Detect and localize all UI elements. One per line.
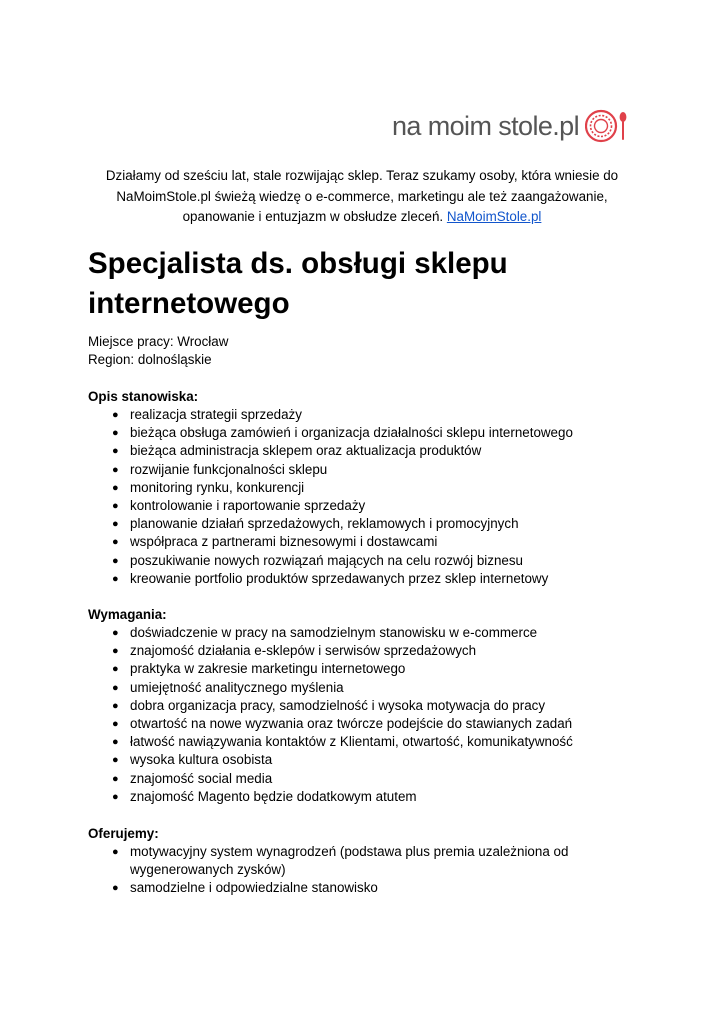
- section-heading: Oferujemy:: [88, 826, 159, 841]
- bullet-icon: ●: [112, 445, 119, 458]
- list-item-text: współpraca z partnerami biznesowymi i dostawcami: [130, 534, 438, 550]
- list-item: [88, 697, 608, 715]
- list-item-text: samodzielne i odpowiedzialne stanowisko: [130, 880, 378, 896]
- shop-link[interactable]: NaMoimStole.pl: [446, 209, 542, 224]
- logo-text: na moim stole.pl: [392, 110, 579, 141]
- list-item-text: znajomość Magento będzie dodatkowym atutem: [130, 788, 417, 804]
- list-item: [88, 660, 608, 678]
- brand-logo[interactable]: [392, 104, 629, 148]
- list-item: [88, 770, 608, 788]
- bullet-list: [88, 843, 608, 898]
- list-item-text: otwartość na nowe wyzwania oraz twórcze podejście do stawianych zadań: [130, 716, 573, 732]
- bullet-icon: ●: [112, 754, 119, 767]
- section-offer: [88, 825, 608, 898]
- job-location: Miejsce pracy: Wrocław: [88, 334, 229, 349]
- list-item-text: realizacja strategii sprzedaży: [130, 407, 302, 422]
- bullet-icon: ●: [112, 681, 119, 694]
- list-item: [88, 715, 608, 733]
- bullet-icon: ●: [112, 663, 119, 676]
- bullet-icon: ●: [112, 463, 119, 476]
- list-item: [88, 497, 608, 515]
- list-item-text: umiejętność analitycznego myślenia: [130, 679, 344, 695]
- list-item: [88, 733, 608, 751]
- bullet-icon: ●: [112, 409, 119, 421]
- list-item: [88, 424, 608, 442]
- list-item: [88, 533, 608, 551]
- list-item: [88, 461, 608, 479]
- list-item-text: praktyka w zakresie marketingu internetowego: [130, 661, 406, 677]
- list-item: [88, 751, 608, 769]
- list-item: [88, 788, 608, 806]
- list-item: [88, 642, 608, 660]
- bullet-icon: ●: [112, 772, 119, 785]
- list-item-text: poszukiwanie nowych rozwiązań mających na celu rozwój biznesu: [130, 552, 523, 568]
- list-item: [88, 479, 608, 497]
- list-item: [88, 570, 608, 588]
- list-item: [88, 552, 608, 570]
- list-item-text: bieżąca administracja sklepem oraz aktualizacja produktów: [130, 443, 482, 459]
- section-requirements: [88, 606, 608, 806]
- list-item: [88, 406, 608, 424]
- list-item-text: znajomość działania e-sklepów i serwisów sprzedażowych: [130, 643, 477, 659]
- bullet-list: [88, 406, 608, 588]
- bullet-icon: ●: [112, 718, 119, 731]
- list-item: [88, 515, 608, 533]
- bullet-icon: ●: [112, 846, 119, 858]
- bullet-icon: ●: [112, 882, 119, 895]
- bullet-icon: ●: [112, 572, 119, 585]
- bullet-icon: ●: [112, 645, 119, 658]
- job-region: Region: dolnośląskie: [88, 352, 212, 367]
- bullet-icon: ●: [112, 518, 119, 531]
- section-job-description: [88, 388, 608, 588]
- list-item: [88, 679, 608, 697]
- list-item-text: doświadczenie w pracy na samodzielnym stanowisku w e-commerce: [130, 625, 538, 640]
- list-item-text: bieżąca obsługa zamówień i organizacja działalności sklepu internetowego: [130, 425, 573, 441]
- list-item-text: łatwość nawiązywania kontaktów z Klientami, otwartość, komunikatywność: [130, 734, 573, 750]
- section-heading: Opis stanowiska:: [88, 389, 199, 404]
- list-item: [88, 879, 608, 897]
- job-meta: [88, 333, 228, 369]
- intro-text: Działamy od sześciu lat, stale rozwijając sklep. Teraz szukamy osoby, która wniesie do NaMoimStole.pl świeżą wiedzę o e-commerce, marketingu ale też zaangażowanie, opanowanie i entuzjazm w obsłudze zleceń.: [105, 168, 619, 224]
- list-item-text: dobra organizacja pracy, samodzielność i wysoka motywacja do pracy: [130, 697, 546, 713]
- bullet-icon: ●: [112, 627, 119, 639]
- bullet-icon: ●: [112, 427, 119, 440]
- bullet-icon: ●: [112, 500, 119, 513]
- list-item: [88, 843, 608, 879]
- bullet-icon: ●: [112, 790, 119, 803]
- plate-and-spoon-icon: [585, 106, 629, 146]
- bullet-icon: ●: [112, 554, 119, 567]
- list-item-text: kontrolowanie i raportowanie sprzedaży: [130, 498, 366, 514]
- bullet-icon: ●: [112, 481, 119, 494]
- list-item: [88, 442, 608, 460]
- job-title: Specjalista ds. obsługi sklepu internetowego: [88, 247, 508, 320]
- bullet-icon: ●: [112, 699, 119, 712]
- intro-paragraph: [88, 166, 636, 228]
- list-item-text: wysoka kultura osobista: [130, 752, 273, 768]
- bullet-icon: ●: [112, 536, 119, 549]
- list-item: [88, 624, 608, 642]
- list-item-text: kreowanie portfolio produktów sprzedawanych przez sklep internetowy: [130, 570, 549, 586]
- bullet-icon: ●: [112, 736, 119, 749]
- list-item-text: motywacyjny system wynagrodzeń (podstawa plus premia uzależniona od wygenerowanych zysków): [130, 844, 569, 878]
- list-item-text: znajomość social media: [130, 770, 273, 786]
- list-item-text: rozwijanie funkcjonalności sklepu: [130, 461, 328, 477]
- list-item-text: planowanie działań sprzedażowych, reklamowych i promocyjnych: [130, 516, 519, 532]
- bullet-list: [88, 624, 608, 806]
- section-heading: Wymagania:: [88, 607, 167, 622]
- list-item-text: monitoring rynku, konkurencji: [130, 479, 305, 495]
